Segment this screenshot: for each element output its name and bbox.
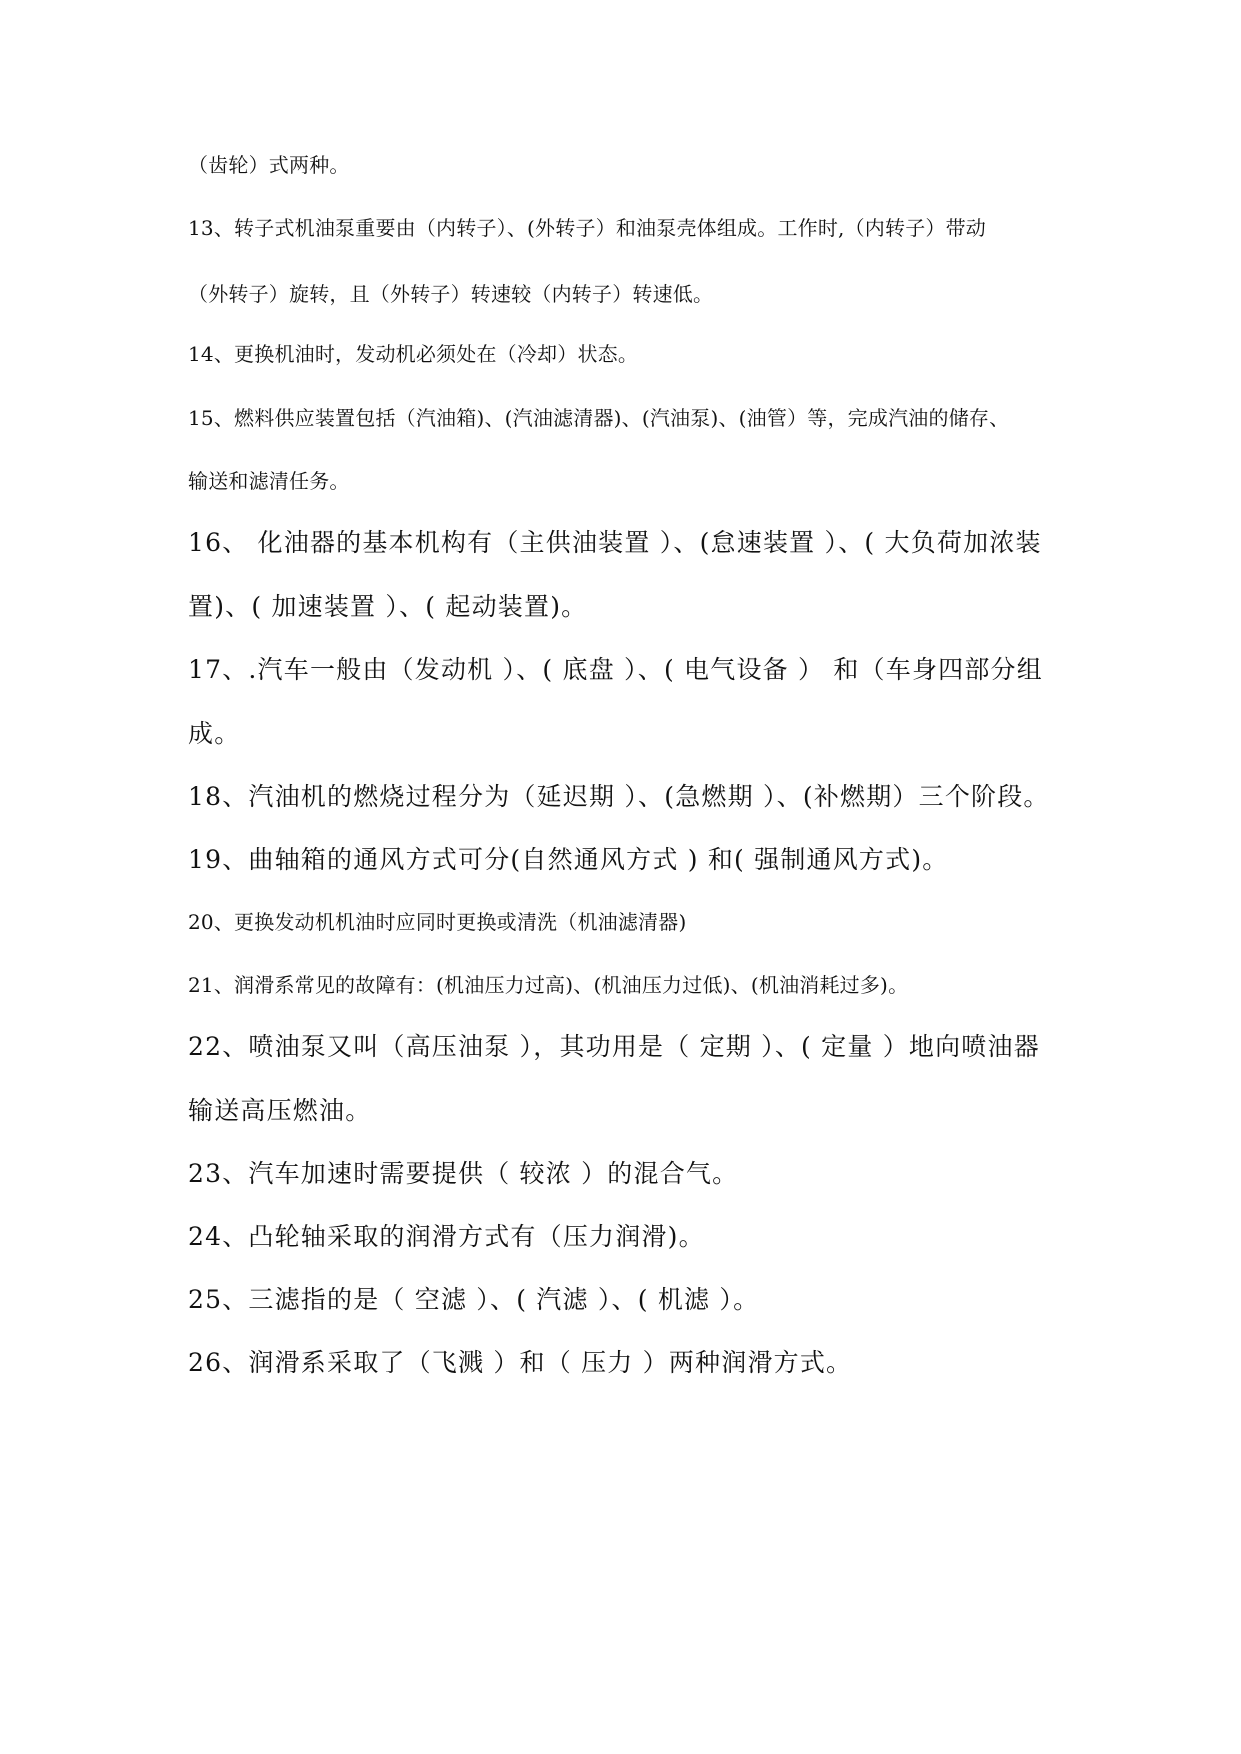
- text-line-9: 17、.汽车一般由（发动机 ）、( 底盘 ）、( 电气设备 ） 和（车身四部分组: [188, 655, 1043, 684]
- text-line-14: 21、润滑系常见的故障有：(机油压力过高)、(机油压力过低)、(机油消耗过多)。: [188, 973, 909, 997]
- text-line-11: 18、汽油机的燃烧过程分为（延迟期 ）、(急燃期 ）、(补燃期）三个阶段。: [188, 782, 1050, 811]
- text-line-2: 13、转子式机油泵重要由（内转子）、(外转子）和油泵壳体组成。工作时,（内转子）带动: [188, 216, 987, 240]
- text-line-7: 16、 化油器的基本机构有（主供油装置 ）、(怠速装置 ）、( 大负荷加浓装: [188, 528, 1042, 557]
- text-line-6: 输送和滤清任务。: [188, 469, 350, 493]
- text-line-15: 22、喷油泵又叫（高压油泵 ），其功用是（ 定期 ）、( 定量 ）地向喷油器: [188, 1032, 1040, 1061]
- text-line-19: 25、三滤指的是（ 空滤 ）、( 汽滤 ）、( 机滤 ）。: [188, 1285, 760, 1314]
- text-line-8: 置)、( 加速装置 ）、( 起动装置)。: [188, 592, 588, 621]
- text-line-17: 23、汽车加速时需要提供（ 较浓 ）的混合气。: [188, 1159, 739, 1188]
- text-line-18: 24、凸轮轴采取的润滑方式有（压力润滑)。: [188, 1222, 705, 1251]
- text-line-12: 19、曲轴箱的通风方式可分(自然通风方式 ) 和( 强制通风方式)。: [188, 845, 949, 874]
- text-line-5: 15、燃料供应装置包括（汽油箱)、(汽油滤清器)、(汽油泵)、(油管）等，完成汽油的储存、: [188, 406, 1010, 430]
- text-line-4: 14、更换机油时，发动机必须处在（冷却）状态。: [188, 342, 639, 366]
- text-line-16: 输送高压燃油。: [188, 1096, 372, 1125]
- text-line-10: 成。: [188, 719, 241, 748]
- text-line-1: （齿轮）式两种。: [188, 153, 350, 177]
- text-line-3: （外转子）旋转，且（外转子）转速较（内转子）转速低。: [188, 282, 714, 306]
- text-line-13: 20、更换发动机机油时应同时更换或清洗（机油滤清器): [188, 910, 687, 934]
- text-line-20: 26、润滑系采取了（飞溅 ）和（ 压力 ）两种润滑方式。: [188, 1348, 853, 1377]
